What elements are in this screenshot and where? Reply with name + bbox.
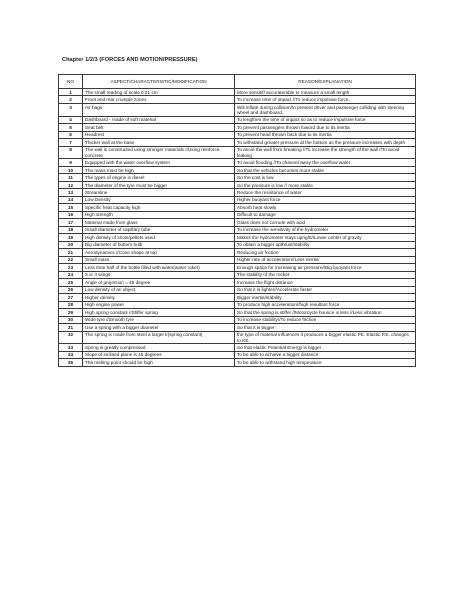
row-aspect: Front and rear crumple zones: [83, 96, 235, 103]
row-reason: So the cost is low: [235, 174, 416, 181]
row-reason: Bigger inertia/stability: [235, 294, 416, 301]
row-aspect: Low density of an object: [83, 286, 235, 293]
table-body: [59, 89, 416, 367]
row-number: 2: [59, 96, 83, 103]
header-no: NO: [59, 75, 83, 89]
row-number: 32: [59, 331, 83, 344]
row-reason: To prevent head thrown back due to its inertia: [235, 131, 416, 138]
row-aspect: Aerodynamics //Cone shape at top: [83, 249, 235, 256]
row-reason: Absorb heat slowly: [235, 204, 416, 211]
row-reason: To prevent passengers thrown foword due to its inertia: [235, 124, 416, 131]
row-aspect: 3 or 4 wings: [83, 271, 235, 278]
row-number: 8: [59, 146, 83, 159]
row-number: 16: [59, 211, 83, 218]
row-number: 35: [59, 359, 83, 366]
row-aspect: The mass must be high: [83, 166, 235, 173]
table-row: [59, 174, 416, 181]
table-row: [59, 264, 416, 271]
table-row: [59, 359, 416, 366]
row-aspect: Use a spring with a bigger diameter: [83, 324, 235, 331]
row-reason: The stability of the rocket: [235, 271, 416, 278]
row-aspect: Headrest: [83, 131, 235, 138]
table-row: [59, 96, 416, 103]
table-row: [59, 324, 416, 331]
table-row: [59, 124, 416, 131]
row-aspect: Streamline: [83, 189, 235, 196]
row-aspect: Equipped with the water overflow system: [83, 159, 235, 166]
row-aspect: High engine power: [83, 301, 235, 308]
row-reason: So the pressure is low // more stable: [235, 181, 416, 188]
table-row: [59, 301, 416, 308]
row-reason: To avoid flooding //To channel away the overflow water: [235, 159, 416, 166]
row-aspect: High density of shots/pellets used: [83, 234, 235, 241]
row-number: 24: [59, 271, 83, 278]
table-row: [59, 226, 416, 233]
row-aspect: The diameter of the tyre must be bigger: [83, 181, 235, 188]
table-row: [59, 256, 416, 263]
table-row: [59, 351, 416, 358]
row-number: 5: [59, 124, 83, 131]
table-row: [59, 316, 416, 323]
row-reason: Enough space for increasing air pressure//Big buoyant force: [235, 264, 416, 271]
page-title: Chapter 1/2/3 (FORCES AND MOTION/PRESSURE): [62, 57, 198, 63]
header-aspect: ASPECT/CHARACTERISTIC/MODIFICATION: [83, 75, 235, 89]
table-row: [59, 279, 416, 286]
table-row: [59, 286, 416, 293]
row-aspect: Big diameter of bottom bulb: [83, 241, 235, 248]
row-aspect: Small mass: [83, 256, 235, 263]
row-aspect: The types of engine is diesel: [83, 174, 235, 181]
row-reason: To produce high acceleration//high resultant force: [235, 301, 416, 308]
row-aspect: Material made from glass: [83, 219, 235, 226]
row-reason: So that the spring is stiffer //Motorcycle bounce is less //Less vibration: [235, 309, 416, 316]
row-aspect: Air bags: [83, 103, 235, 116]
row-number: 12: [59, 181, 83, 188]
row-aspect: Small diameter of capillary tube: [83, 226, 235, 233]
table-row: [59, 139, 416, 146]
table-row: [59, 196, 416, 203]
row-number: 4: [59, 116, 83, 123]
row-aspect: Low Density: [83, 196, 235, 203]
table-row: [59, 103, 416, 116]
row-number: 20: [59, 241, 83, 248]
row-number: 19: [59, 234, 83, 241]
row-reason: To be able to achieve a bigger distance: [235, 351, 416, 358]
table-row: [59, 204, 416, 211]
row-aspect: The wall is constructed using stronger materials //Using reinforce concrete: [83, 146, 235, 159]
table-row: [59, 294, 416, 301]
table-row: [59, 241, 416, 248]
row-reason: So that elastic Potential Energy is bigger: [235, 344, 416, 351]
row-aspect: Slope of inclined plane is 45 degrees: [83, 351, 235, 358]
row-aspect: Wide tyre //Smooth tyre: [83, 316, 235, 323]
row-reason: Higher rate of acceleration//Less inertia: [235, 256, 416, 263]
row-reason: Increase the flight distance: [235, 279, 416, 286]
table-row: [59, 189, 416, 196]
row-aspect: Seat belt: [83, 124, 235, 131]
row-number: 25: [59, 279, 83, 286]
row-reason: To withstand greater pressure at the bottom as the pressure increases with depth: [235, 139, 416, 146]
row-aspect: The small reading of scale 0.01 cm: [83, 89, 235, 96]
row-number: 23: [59, 264, 83, 271]
row-reason: To increase stability//To reduce friction: [235, 316, 416, 323]
table-row: [59, 159, 416, 166]
row-aspect: Specific heat capacity high: [83, 204, 235, 211]
row-number: 6: [59, 131, 83, 138]
table-header-row: [59, 75, 416, 89]
row-reason: To increase the sensitivity of the hydrometer: [235, 226, 416, 233]
row-reason: To increase time of impact //To reduce impulsive force.: [235, 96, 416, 103]
table-row: [59, 116, 416, 123]
row-reason: So that it is bigger: [235, 324, 416, 331]
row-aspect: High spring constant //Stiffer spring: [83, 309, 235, 316]
row-number: 7: [59, 139, 83, 146]
row-aspect: Spring is greatly compressed: [83, 344, 235, 351]
table-row: [59, 271, 416, 278]
row-number: 3: [59, 103, 83, 116]
row-reason: Will inflate during collision/to prevent driver and passenger colliding with steering wheel and dashboard.: [235, 103, 416, 116]
row-number: 15: [59, 204, 83, 211]
row-number: 14: [59, 196, 83, 203]
table-row: [59, 309, 416, 316]
table-row: [59, 181, 416, 188]
row-number: 31: [59, 324, 83, 331]
row-reason: Makes the hydrometer stays upright//Lower center of gravity: [235, 234, 416, 241]
row-aspect: Dashboard - made of soft material: [83, 116, 235, 123]
row-number: 26: [59, 286, 83, 293]
table-row: [59, 249, 416, 256]
row-reason: To lengthen the time of impact so as to reduce impulsive force: [235, 116, 416, 123]
table-row: [59, 219, 416, 226]
row-number: 18: [59, 226, 83, 233]
row-aspect: Angle of projection = 45 degree: [83, 279, 235, 286]
table-row: [59, 166, 416, 173]
table-row: [59, 211, 416, 218]
row-aspect: The spring is made from steel a larger k(spring constant): [83, 331, 235, 344]
row-aspect: The melting point should be high: [83, 359, 235, 366]
row-number: 33: [59, 344, 83, 351]
row-reason: the type of material influences it produces a bigger elastic PE. Elastic P.E. changes to KE.: [235, 331, 416, 344]
row-reason: Glass does not corrode with acid: [235, 219, 416, 226]
row-number: 29: [59, 309, 83, 316]
row-reason: Difficult to damage: [235, 211, 416, 218]
row-reason: So that it is lighter//Accelerate faster: [235, 286, 416, 293]
row-number: 9: [59, 159, 83, 166]
row-number: 11: [59, 174, 83, 181]
header-reason: REASON/EXPLANATION: [235, 75, 416, 89]
row-number: 1: [59, 89, 83, 96]
row-aspect: Higher density: [83, 294, 235, 301]
table-row: [59, 89, 416, 96]
row-number: 22: [59, 256, 83, 263]
row-number: 28: [59, 301, 83, 308]
table-row: [59, 234, 416, 241]
row-number: 10: [59, 166, 83, 173]
row-reason: Higher buoyant force: [235, 196, 416, 203]
row-reason: To obtain a bigger upthrust/stability: [235, 241, 416, 248]
row-aspect: High strength: [83, 211, 235, 218]
row-reason: Reducing air friction: [235, 249, 416, 256]
row-number: 27: [59, 294, 83, 301]
row-number: 34: [59, 351, 83, 358]
row-number: 30: [59, 316, 83, 323]
notes-table: [58, 74, 416, 367]
row-reason: To avoid the wall from breaking //To increase the strength of the wall //To avoid leaking: [235, 146, 416, 159]
row-number: 13: [59, 189, 83, 196]
row-reason: Reduce the resistance of water: [235, 189, 416, 196]
row-reason: More sensitif/ accurate/able to measure a small length: [235, 89, 416, 96]
row-number: 17: [59, 219, 83, 226]
table-row: [59, 344, 416, 351]
table-row: [59, 131, 416, 138]
row-aspect: Less than half of the bottle filled with water(water roket): [83, 264, 235, 271]
table-row: [59, 331, 416, 344]
row-reason: To be able to withstand high temperature: [235, 359, 416, 366]
row-number: 21: [59, 249, 83, 256]
table-row: [59, 146, 416, 159]
row-aspect: Thicker wall at the base: [83, 139, 235, 146]
row-reason: So that the vehicles becomes more stable: [235, 166, 416, 173]
